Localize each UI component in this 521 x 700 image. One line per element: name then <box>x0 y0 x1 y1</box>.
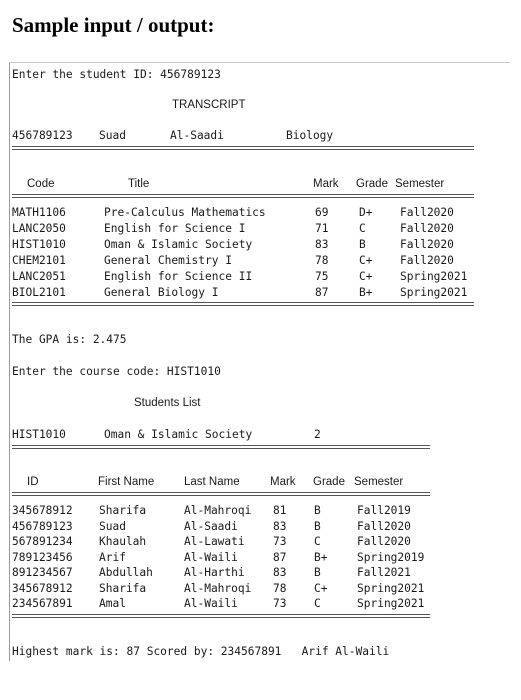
student-mark-cell: 81 <box>273 504 287 517</box>
col-header-mark: Mark <box>270 476 296 488</box>
student-major: Biology <box>286 129 334 142</box>
course-grade-cell: B+ <box>359 286 373 299</box>
col-header-semester: Semester <box>395 178 445 190</box>
course-semester-cell: Spring2021 <box>400 270 468 283</box>
student-first-cell: Sharifa <box>99 504 147 517</box>
col-header-grade: Grade <box>356 178 388 190</box>
student-first-cell: Abdullah <box>99 566 153 579</box>
course-grade-cell: C+ <box>359 270 373 283</box>
student-first-cell: Khaulah <box>99 535 147 548</box>
course-grade-cell: D+ <box>359 206 373 219</box>
course-title-cell: General Biology I <box>104 286 219 299</box>
student-mark-cell: 83 <box>273 519 287 533</box>
course-grade-cell: C <box>359 222 366 235</box>
student-first-cell: Amal <box>99 597 126 610</box>
course-code-cell: BIOL2101 <box>12 286 66 299</box>
student-mark-cell: 78 <box>273 581 287 595</box>
col-header-mark: Mark <box>313 178 339 190</box>
student-id-prompt: Enter the student ID: 456789123 <box>12 68 221 81</box>
separator <box>12 614 430 620</box>
course-grade-cell: C+ <box>359 254 373 267</box>
gpa-line: The GPA is: 2.475 <box>12 333 127 346</box>
student-last-cell: Al-Harthi <box>184 566 245 579</box>
course-code-cell: LANC2050 <box>12 222 66 235</box>
course-mark-cell: 87 <box>315 286 329 299</box>
course-code-cell: HIST1010 <box>12 238 66 251</box>
highest-mark-line: Highest mark is: 87 Scored by: 234567891 Arif Al-Waili <box>12 645 390 658</box>
course-grade-cell: B <box>359 238 366 251</box>
course-title-cell: General Chemistry I <box>104 254 232 267</box>
course-mark-cell: 78 <box>315 254 329 267</box>
course-title-cell: English for Science I <box>104 222 246 235</box>
student-last-cell: Al-Waili <box>184 597 238 610</box>
course-code-cell: LANC2051 <box>12 270 66 283</box>
course-title-cell: Oman & Islamic Society <box>104 238 253 251</box>
student-last-cell: Al-Saadi <box>184 519 238 533</box>
student-first-cell: Sharifa <box>99 581 147 595</box>
student-first-cell: Suad <box>99 519 126 533</box>
student-id-cell: 567891234 <box>12 535 73 548</box>
student-mark-cell: 83 <box>273 566 287 579</box>
student-mark-cell: 73 <box>273 535 287 548</box>
student-last-cell: Al-Waili <box>184 550 238 564</box>
course-info-code: HIST1010 <box>12 428 66 441</box>
separator <box>12 146 474 152</box>
student-semester-cell: Fall2021 <box>357 566 411 579</box>
student-id-cell: 891234567 <box>12 566 73 579</box>
col-header-last-name: Last Name <box>184 476 240 488</box>
student-mark-cell: 73 <box>273 597 287 610</box>
student-grade-cell: B <box>314 566 321 579</box>
course-semester-cell: Fall2020 <box>400 206 454 219</box>
course-mark-cell: 71 <box>315 222 329 235</box>
course-code-cell: CHEM2101 <box>12 254 66 267</box>
transcript-title: TRANSCRIPT <box>172 99 246 111</box>
student-id-cell: 789123456 <box>12 550 73 564</box>
separator <box>12 194 474 200</box>
student-semester-cell: Spring2021 <box>357 597 425 610</box>
student-last-cell: Al-Mahroqi <box>184 504 252 517</box>
col-header-title: Title <box>128 178 150 190</box>
student-grade-cell: B <box>314 519 321 533</box>
student-id-cell: 456789123 <box>12 519 73 533</box>
student-last-name: Al-Saadi <box>170 129 224 142</box>
col-header-grade: Grade <box>313 476 345 488</box>
student-id: 456789123 <box>12 129 73 142</box>
course-mark-cell: 69 <box>315 206 329 219</box>
col-header-id: ID <box>27 476 39 488</box>
student-last-cell: Al-Lawati <box>184 535 245 548</box>
course-title-cell: Pre-Calculus Mathematics <box>104 206 266 219</box>
course-mark-cell: 75 <box>315 270 329 283</box>
student-grade-cell: B <box>314 504 321 517</box>
course-semester-cell: Spring2021 <box>400 286 468 299</box>
separator <box>12 492 430 498</box>
student-mark-cell: 87 <box>273 550 287 564</box>
student-id-cell: 234567891 <box>12 597 73 610</box>
student-last-cell: Al-Mahroqi <box>184 581 252 595</box>
student-id-cell: 345678912 <box>12 504 73 517</box>
course-semester-cell: Fall2020 <box>400 238 454 251</box>
student-grade-cell: C+ <box>314 581 328 595</box>
student-id-cell: 345678912 <box>12 581 73 595</box>
col-header-code: Code <box>27 178 55 190</box>
course-info-count: 2 <box>314 428 321 441</box>
course-semester-cell: Fall2020 <box>400 222 454 235</box>
separator <box>12 302 474 308</box>
course-info-title: Oman & Islamic Society <box>104 428 253 441</box>
course-semester-cell: Fall2020 <box>400 254 454 267</box>
course-mark-cell: 83 <box>315 238 329 251</box>
student-semester-cell: Fall2019 <box>357 504 411 517</box>
course-title-cell: English for Science II <box>104 270 253 283</box>
student-first-name: Suad <box>99 129 126 142</box>
student-first-cell: Arif <box>99 550 126 564</box>
course-code-cell: MATH1106 <box>12 206 66 219</box>
student-grade-cell: B+ <box>314 550 328 564</box>
console-output <box>9 62 510 661</box>
student-semester-cell: Spring2019 <box>357 550 425 564</box>
page-heading: Sample input / output: <box>12 13 215 37</box>
student-semester-cell: Spring2021 <box>357 581 425 595</box>
student-semester-cell: Fall2020 <box>357 519 411 533</box>
student-semester-cell: Fall2020 <box>357 535 411 548</box>
col-header-first-name: First Name <box>98 476 155 488</box>
separator <box>12 445 430 451</box>
students-list-title: Students List <box>134 397 201 409</box>
student-grade-cell: C <box>314 535 321 548</box>
course-code-prompt: Enter the course code: HIST1010 <box>12 365 221 378</box>
student-grade-cell: C <box>314 597 321 610</box>
col-header-semester: Semester <box>354 476 404 488</box>
